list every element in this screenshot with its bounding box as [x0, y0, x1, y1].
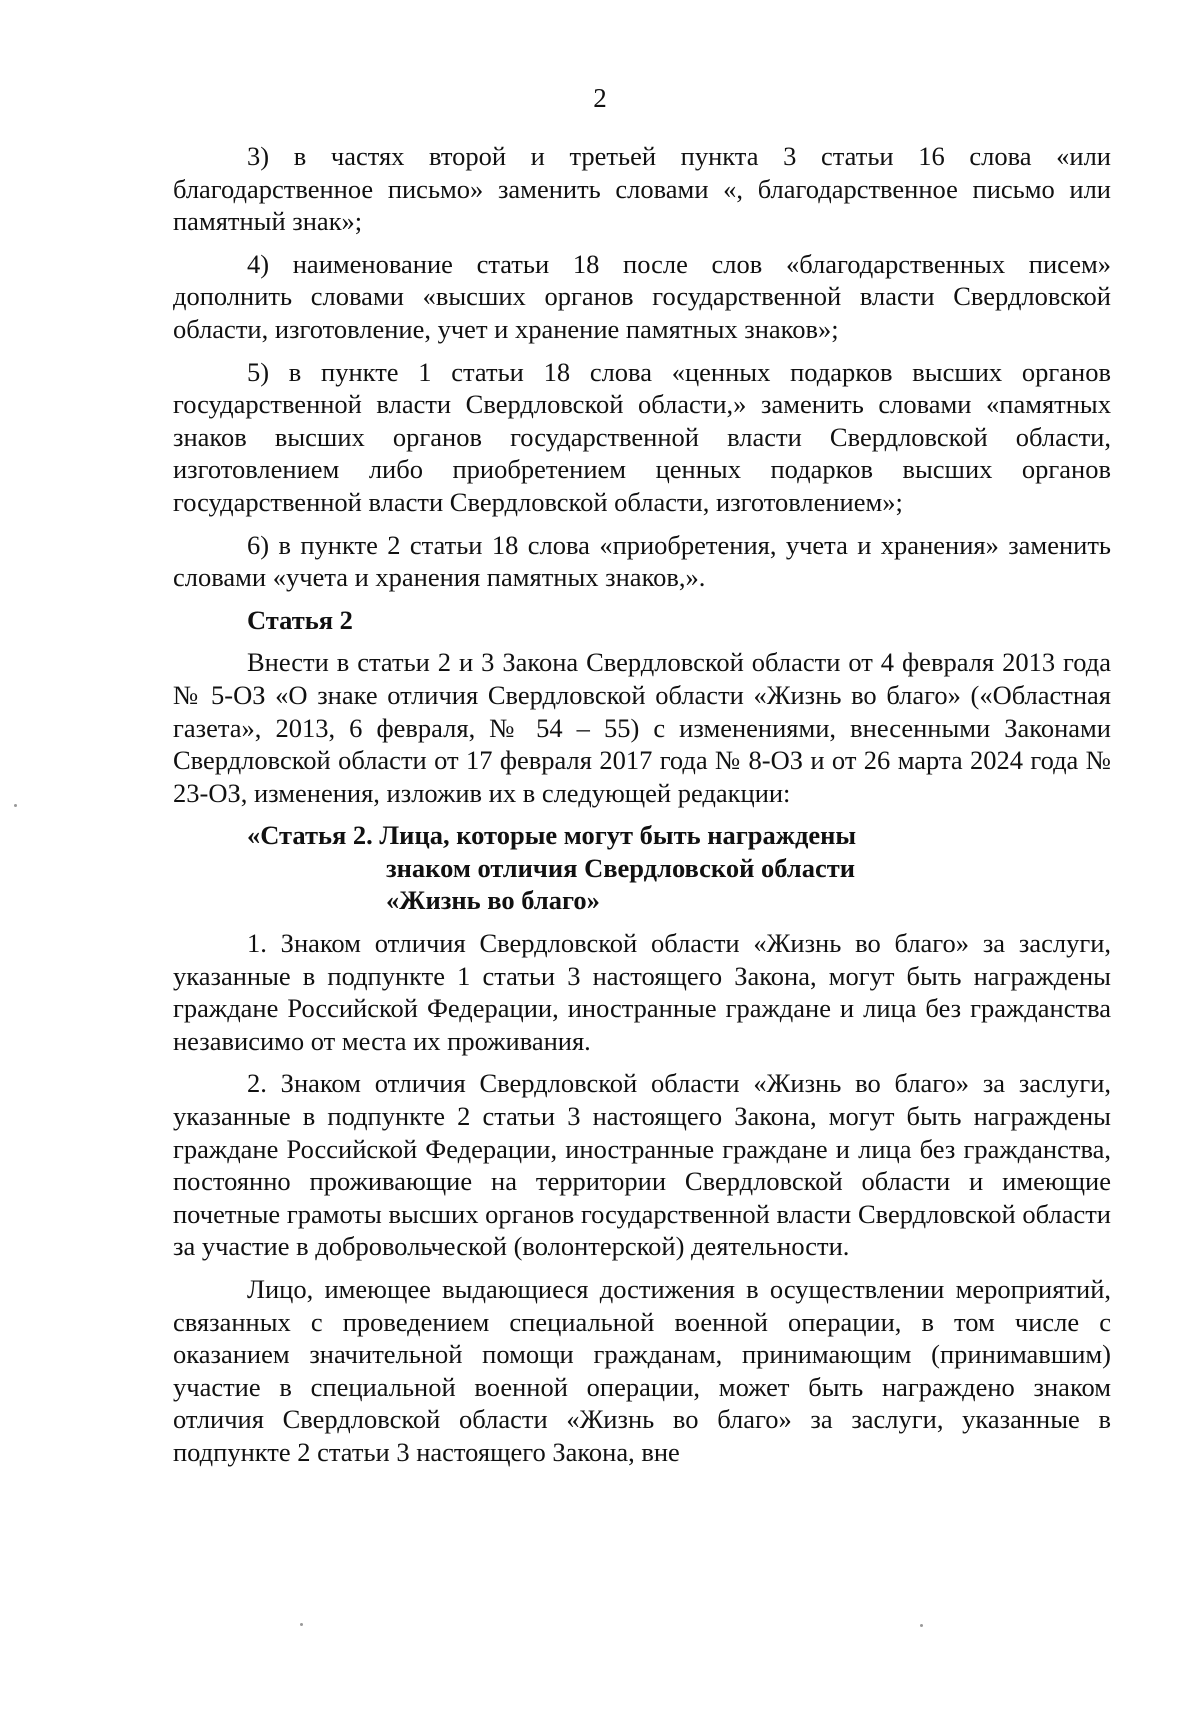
article-2-heading: Статья 2 — [247, 604, 353, 635]
quoted-article-point-2: 2. Знаком отличия Свердловской области «Жизнь во благо» за заслуги, указанные в подпункте 2 статьи 3 настоящего Закона, могут быть награждены граждане Российской Федерации, иностранные граждане и лица без гражданства, постоянно проживающие на территории Свердловской области и имеющие почетные грамоты высших органов государственной власти Свердловской области за участие в добровольческой (волонтерской) деятельности. — [173, 1068, 1111, 1262]
amendment-item-5: 5) в пункте 1 статьи 18 слова «ценных подарков высших органов государственной власти Свердловской области,» заменить словами «памятных знаков высших органов государственной власти Свердловской области, изготовлением либо приобретением ценных подарков высших органов государственной власти Свердловской области, изготовлением»; — [173, 356, 1111, 517]
quoted-article-person-paragraph: Лицо, имеющее выдающиеся достижения в осуществлении мероприятий, связанных с проведением специальной военной операции, в том числе с оказанием значительной помощи гражданам, принимающим (принимавшим) участие в специальной военной операции, может быть награждено знаком отличия Свердловской области «Жизнь во благо» за заслуги, указанные в подпункте 2 статьи 3 настоящего Закона, вне — [173, 1274, 1111, 1467]
quoted-article-point-1: 1. Знаком отличия Свердловской области «Жизнь во благо» за заслуги, указанные в подпункте 1 статьи 3 настоящего Закона, могут быть награждены граждане Российской Федерации, иностранные граждане и лица без гражданства независимо от места их проживания. — [173, 928, 1111, 1056]
amendment-item-3: 3) в частях второй и третьей пункта 3 статьи 16 слова «или благодарственное письмо» заменить словами «, благодарственное письмо или памятный знак»; — [173, 141, 1111, 237]
quoted-article-title-line-1: «Статья 2. Лица, которые могут быть награждены — [247, 820, 857, 851]
amendment-item-6: 6) в пункте 2 статьи 18 слова «приобретения, учета и хранения» заменить словами «учета и хранения памятных знаков,». — [173, 529, 1111, 593]
amendment-item-4: 4) наименование статьи 18 после слов «благодарственных писем» дополнить словами «высших органов государственной власти Свердловской области, изготовление, учет и хранение памятных знаков»; — [173, 248, 1111, 344]
scan-speck — [14, 804, 17, 807]
article-2-intro: Внести в статьи 2 и 3 Закона Свердловской области от 4 февраля 2013 года № 5-ОЗ «О знаке отличия Свердловской области «Жизнь во благо» («Областная газета», 2013, 6 февраля, № 54 – 55) с изменениями, внесенными Законами Свердловской области от 17 февраля 2017 года № 8-ОЗ и от 26 марта 2024 года № 23-ОЗ, изменения, изложив их в следующей редакции: — [173, 647, 1111, 808]
quoted-article-title-line-2: знаком отличия Свердловской области — [386, 852, 856, 883]
scan-speck — [920, 1624, 923, 1627]
document-body — [173, 140, 1111, 1479]
quoted-article-title-line-3: «Жизнь во благо» — [386, 885, 600, 916]
scan-speck — [300, 1623, 303, 1626]
page-number: 2 — [593, 83, 607, 113]
quoted-article-title — [247, 819, 1111, 917]
